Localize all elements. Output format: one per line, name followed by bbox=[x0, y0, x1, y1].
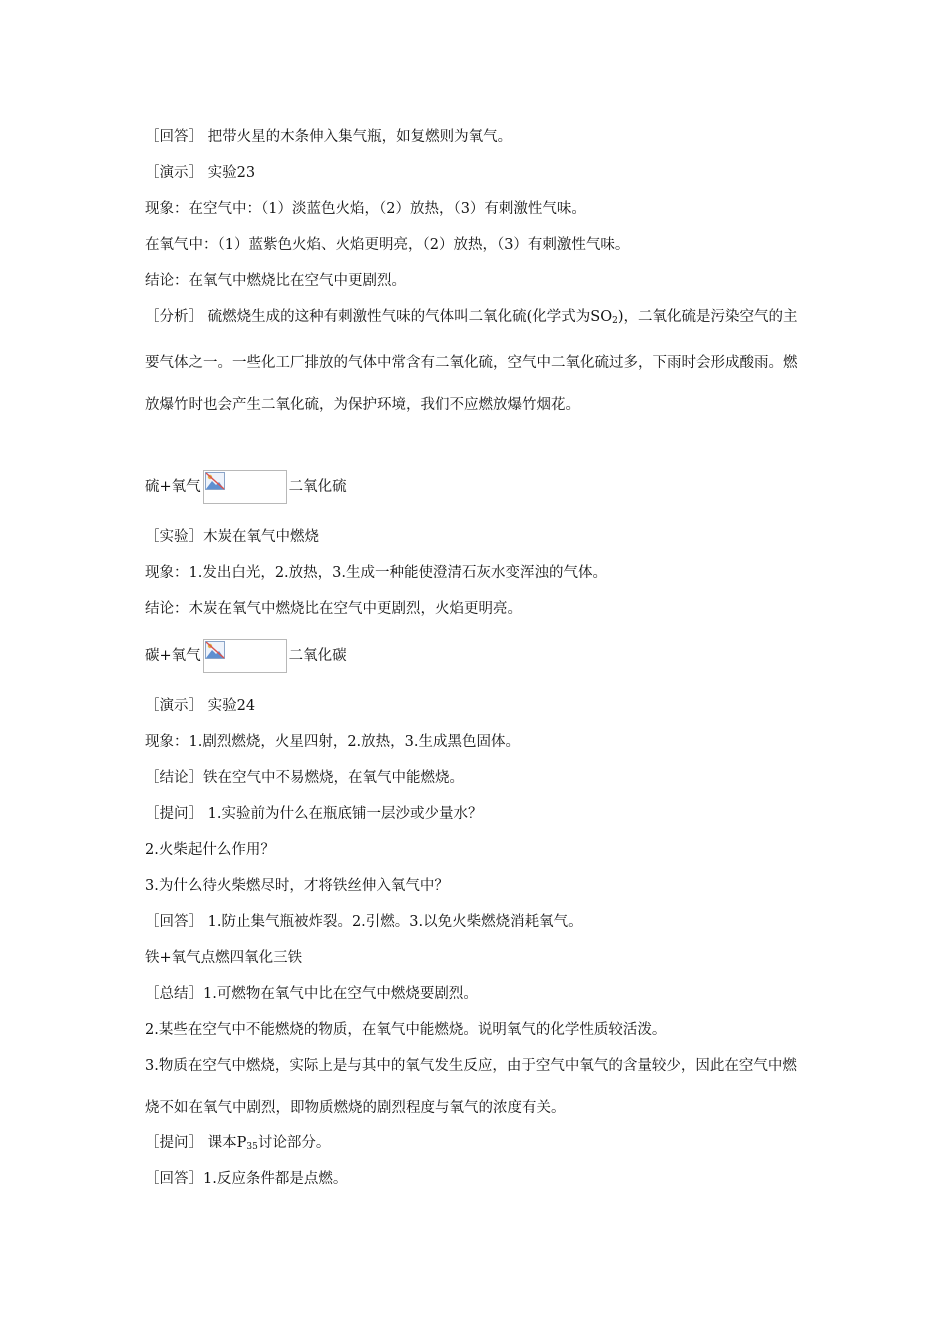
question-textbook-pre: ［提问］ 课本P bbox=[145, 1135, 247, 1151]
carbon-equation-right: 二氧化碳 bbox=[288, 648, 347, 664]
conclusion-charcoal: 结论：木炭在氧气中燃烧比在空气中更剧烈，火焰更明亮。 bbox=[145, 601, 522, 617]
carbon-equation-left: 碳+氧气 bbox=[145, 648, 201, 664]
sulfur-equation bbox=[145, 469, 810, 505]
summary-2: 2.某些在空气中不能燃烧的物质，在氧气中能燃烧。说明氧气的化学性质较活泼。 bbox=[145, 1022, 667, 1038]
broken-image-placeholder bbox=[203, 470, 287, 504]
question-2: 2.火柴起什么作用？ bbox=[145, 842, 275, 858]
phenomenon-in-air: 现象：在空气中：（1）淡蓝色火焰，（2）放热，（3）有刺激性气味。 bbox=[145, 201, 586, 217]
question-textbook bbox=[145, 1133, 810, 1157]
answer-line-1: ［回答］ 把带火星的木条伸入集气瓶，如复燃则为氧气。 bbox=[145, 129, 513, 145]
phenomenon-in-oxygen: 在氧气中：（1）蓝紫色火焰、火焰更明亮，（2）放热，（3）有刺激性气味。 bbox=[145, 237, 630, 253]
question-textbook-post: 讨论部分。 bbox=[257, 1135, 331, 1151]
conclusion-sulfur: 结论：在氧气中燃烧比在空气中更剧烈。 bbox=[145, 273, 406, 289]
iron-equation: 铁+氧气点燃四氧化三铁 bbox=[145, 950, 303, 966]
answer-line-3: ［回答］1.反应条件都是点燃。 bbox=[145, 1171, 348, 1187]
phenomenon-iron: 现象：1.剧烈燃烧，火星四射，2.放热，3.生成黑色固体。 bbox=[145, 734, 521, 750]
broken-image-icon bbox=[205, 641, 225, 659]
summary-1: ［总结］1.可燃物在氧气中比在空气中燃烧要剧烈。 bbox=[145, 986, 478, 1002]
carbon-equation bbox=[145, 638, 810, 674]
question-3: 3.为什么待火柴燃尽时，才将铁丝伸入氧气中？ bbox=[145, 878, 449, 894]
demo-experiment-23: ［演示］ 实验23 bbox=[145, 165, 256, 181]
summary-3-paragraph: 3.物质在空气中燃烧，实际上是与其中的氧气发生反应，由于空气中氧气的含量较少，因此在空气中燃烧不如在氧气中剧烈，即物质燃烧的剧烈程度与氧气的浓度有关。 bbox=[145, 1058, 797, 1116]
analysis-text-pre: ［分析］ 硫燃烧生成的这种有刺激性气味的气体叫二氧化硫(化学式为SO bbox=[145, 309, 613, 325]
analysis-text-post: )，二氧化硫是污染空气的主要气体之一。一些化工厂排放的气体中常含有二氧化硫，空气中二氧化硫过多，下雨时会形成酸雨。燃放爆竹时也会产生二氧化硫，为保护环境，我们不应燃放爆竹烟花。 bbox=[145, 309, 798, 413]
question-1: ［提问］ 1.实验前为什么在瓶底铺一层沙或少量水？ bbox=[145, 806, 483, 822]
broken-image-icon bbox=[205, 472, 225, 490]
so2-subscript: 2 bbox=[612, 316, 618, 326]
experiment-charcoal: ［实验］木炭在氧气中燃烧 bbox=[145, 529, 319, 545]
page-subscript: 35 bbox=[246, 1142, 258, 1152]
demo-experiment-24: ［演示］ 实验24 bbox=[145, 698, 256, 714]
sulfur-equation-left: 硫+氧气 bbox=[145, 479, 201, 495]
conclusion-iron: ［结论］铁在空气中不易燃烧，在氧气中能燃烧。 bbox=[145, 770, 464, 786]
analysis-paragraph bbox=[145, 296, 810, 426]
phenomenon-charcoal: 现象：1.发出白光，2.放热，3.生成一种能使澄清石灰水变浑浊的气体。 bbox=[145, 565, 608, 581]
sulfur-equation-right: 二氧化硫 bbox=[288, 479, 347, 495]
answer-line-2: ［回答］ 1.防止集气瓶被炸裂。2.引燃。3.以免火柴燃烧消耗氧气。 bbox=[145, 914, 583, 930]
broken-image-placeholder bbox=[203, 639, 287, 673]
